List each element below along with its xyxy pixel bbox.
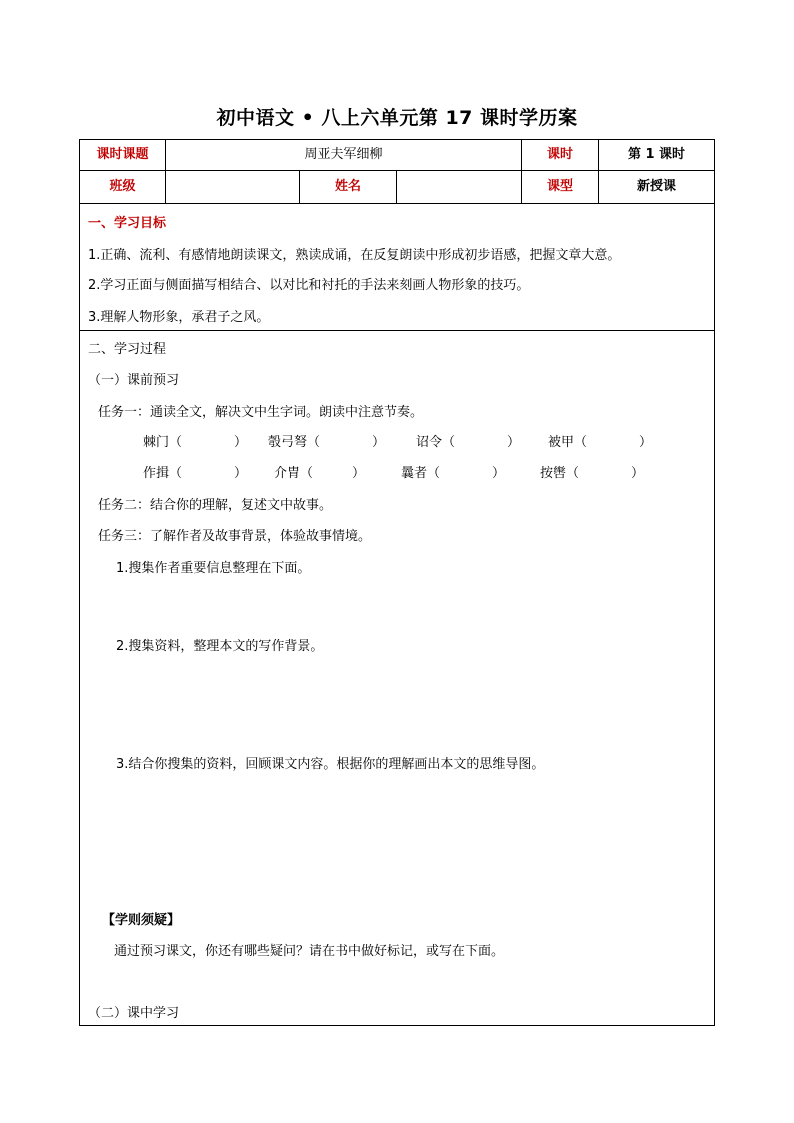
task-two: 任务二：结合你的理解，复述文中故事。 bbox=[98, 498, 333, 513]
goal-item: 3.理解人物形象，承君子之风。 bbox=[88, 310, 270, 325]
doubt-text: 通过预习课文，你还有哪些疑问？请在书中做好标记，或写在下面。 bbox=[114, 944, 505, 959]
goals-heading: 一、学习目标 bbox=[88, 216, 167, 231]
topic-label: 课时课题 bbox=[80, 140, 166, 170]
name-label: 姓名 bbox=[300, 171, 397, 203]
name-value-field[interactable] bbox=[397, 171, 522, 203]
topic-value: 周亚夫军细柳 bbox=[166, 140, 522, 170]
vocab-item: 棘门（ ） bbox=[143, 435, 248, 450]
vocab-item: 按辔（ ） bbox=[540, 466, 645, 481]
type-value: 新授课 bbox=[636, 179, 676, 194]
task-one: 任务一：通读全文，解决文中生字词。朗读中注意节奏。 bbox=[98, 405, 424, 420]
vocab-item: 曩者（ ） bbox=[401, 466, 506, 481]
task-three-sub-two: 2.搜集资料，整理本文的写作背景。 bbox=[116, 639, 324, 654]
task-three-sub-one: 1.搜集作者重要信息整理在下面。 bbox=[116, 561, 311, 576]
doubt-heading: 【学则须疑】 bbox=[102, 913, 181, 928]
vocab-item: 介胄（ ） bbox=[274, 466, 366, 481]
period-label: 课时 bbox=[522, 140, 599, 170]
page-title: 初中语文 • 八上六单元第 17 课时学历案 bbox=[216, 107, 578, 129]
vocab-item: 彀弓弩（ ） bbox=[268, 435, 386, 450]
vocab-item: 被甲（ ） bbox=[548, 435, 653, 450]
period-value: 第 1 课时 bbox=[627, 147, 686, 162]
header-row-topic bbox=[80, 140, 714, 171]
task-three: 任务三：了解作者及故事背景，体验故事情境。 bbox=[98, 529, 372, 544]
goal-item: 1.正确、流利、有感情地朗读课文，熟读成诵，在反复朗读中形成初步语感，把握文章大意。 bbox=[88, 248, 621, 263]
goal-item: 2.学习正面与侧面描写相结合、以对比和衬托的手法来刻画人物形象的技巧。 bbox=[88, 278, 530, 293]
vocab-item: 作揖（ ） bbox=[143, 466, 248, 481]
vocab-item: 诏令（ ） bbox=[416, 435, 521, 450]
section-divider bbox=[80, 330, 714, 331]
header-row-class bbox=[80, 171, 714, 204]
preview-heading: （一）课前预习 bbox=[88, 373, 180, 388]
in-class-heading: （二）课中学习 bbox=[88, 1006, 180, 1021]
task-three-sub-three: 3.结合你搜集的资料，回顾课文内容。根据你的理解画出本文的思维导图。 bbox=[116, 757, 545, 772]
process-heading: 二、学习过程 bbox=[88, 342, 167, 357]
class-value-field[interactable] bbox=[166, 171, 300, 203]
lesson-table bbox=[79, 139, 715, 1026]
class-label: 班级 bbox=[80, 171, 166, 203]
type-label: 课型 bbox=[522, 171, 599, 203]
